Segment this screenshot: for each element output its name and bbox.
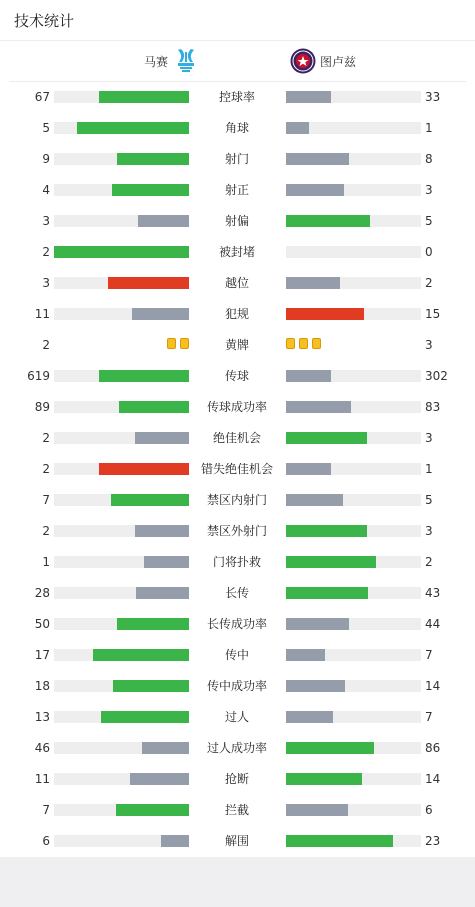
home-stat-bar [119, 401, 189, 413]
away-stat-value: 1 [425, 121, 433, 135]
away-stat-value: 83 [425, 400, 441, 414]
home-stat-bar [132, 308, 189, 320]
home-stat-bar-track [54, 525, 189, 537]
stat-row [0, 330, 475, 361]
yellow-card-icon [167, 338, 176, 349]
stat-row [0, 82, 475, 113]
stat-label: 被封堵 [218, 245, 255, 259]
away-stat-bar [286, 804, 348, 816]
home-stat-value: 4 [42, 183, 50, 197]
home-stat-bar-track [54, 587, 189, 599]
away-yellow-cards [286, 338, 321, 349]
home-stat-bar [112, 184, 189, 196]
stat-row [0, 609, 475, 640]
stat-label: 门将扑救 [212, 555, 261, 569]
away-stat-bar-track [286, 556, 421, 568]
home-stat-bar-track [54, 804, 189, 816]
home-stat-bar [117, 153, 189, 165]
away-stat-bar [286, 91, 331, 103]
home-stat-bar-track [54, 153, 189, 165]
home-stat-bar-track [54, 680, 189, 692]
away-stat-bar-track [286, 804, 421, 816]
yellow-card-icon [312, 338, 321, 349]
stat-label: 解围 [224, 834, 249, 848]
away-stat-bar-track [286, 463, 421, 475]
home-stat-bar [54, 246, 189, 258]
stat-label: 长传 [224, 586, 249, 600]
away-stat-bar [286, 184, 344, 196]
stat-row [0, 485, 475, 516]
teams-row [9, 41, 466, 82]
away-stat-value: 15 [425, 307, 441, 321]
home-stat-value: 3 [42, 276, 50, 290]
home-stat-bar-track [54, 463, 189, 475]
stat-row [0, 516, 475, 547]
home-stat-value: 7 [42, 803, 50, 817]
home-stat-bar [93, 649, 189, 661]
home-stat-bar [117, 618, 189, 630]
stat-label: 传球成功率 [206, 400, 267, 414]
home-stat-bar-track [54, 277, 189, 289]
stat-label: 越位 [224, 276, 249, 290]
home-stat-bar [101, 711, 189, 723]
stat-row [0, 795, 475, 826]
away-stat-bar [286, 494, 343, 506]
stat-label: 绝佳机会 [212, 431, 261, 445]
home-stat-bar [135, 525, 189, 537]
stat-label: 拦截 [224, 803, 249, 817]
stat-label: 射正 [224, 183, 249, 197]
away-stat-value: 33 [425, 90, 441, 104]
home-stat-value: 18 [34, 679, 50, 693]
home-stat-value: 13 [34, 710, 50, 724]
away-stat-bar [286, 215, 370, 227]
home-stat-bar [108, 277, 189, 289]
stat-label: 长传成功率 [206, 617, 267, 631]
home-stat-bar-track [54, 711, 189, 723]
home-stat-value: 11 [34, 307, 50, 321]
away-stat-bar-track [286, 525, 421, 537]
home-stat-bar [130, 773, 189, 785]
away-stat-bar-track [286, 680, 421, 692]
away-stat-value: 3 [425, 183, 433, 197]
stat-label: 黄牌 [224, 338, 249, 352]
home-stat-bar [113, 680, 189, 692]
panel-header [0, 0, 475, 41]
home-stat-bar [135, 432, 189, 444]
home-stat-bar-track [54, 308, 189, 320]
away-stat-bar [286, 432, 367, 444]
stat-row [0, 547, 475, 578]
away-stat-value: 3 [425, 338, 433, 352]
stat-row [0, 299, 475, 330]
away-stat-value: 5 [425, 493, 433, 507]
away-stat-value: 44 [425, 617, 441, 631]
home-stat-value: 67 [34, 90, 50, 104]
stat-row [0, 826, 475, 857]
yellow-card-icon [286, 338, 295, 349]
away-stat-bar [286, 711, 333, 723]
home-stat-value: 28 [34, 586, 50, 600]
stat-label: 过人成功率 [206, 741, 267, 755]
away-stat-bar [286, 835, 393, 847]
away-stat-value: 302 [425, 369, 448, 383]
away-stat-bar-track [286, 184, 421, 196]
home-stat-value: 17 [34, 648, 50, 662]
home-stat-bar [99, 91, 189, 103]
stat-row [0, 175, 475, 206]
home-stat-bar-track [54, 184, 189, 196]
away-stat-value: 43 [425, 586, 441, 600]
home-stat-value: 3 [42, 214, 50, 228]
away-stat-bar-track [286, 649, 421, 661]
home-stat-bar [161, 835, 189, 847]
stat-label: 射门 [224, 152, 249, 166]
yellow-card-icon [180, 338, 189, 349]
away-stat-bar-track [286, 215, 421, 227]
stat-label: 控球率 [218, 90, 255, 104]
away-stat-bar [286, 773, 362, 785]
home-stat-value: 5 [42, 121, 50, 135]
stat-row [0, 671, 475, 702]
stat-row [0, 361, 475, 392]
away-stat-bar [286, 618, 349, 630]
home-stat-bar-track [54, 835, 189, 847]
stat-label: 错失绝佳机会 [200, 462, 273, 476]
away-stat-value: 3 [425, 524, 433, 538]
stat-label: 传中 [224, 648, 249, 662]
away-stat-value: 7 [425, 710, 433, 724]
home-stat-bar [116, 804, 189, 816]
stat-row [0, 144, 475, 175]
stat-row [0, 423, 475, 454]
home-stat-bar [136, 587, 189, 599]
away-stat-bar [286, 742, 374, 754]
stat-row [0, 392, 475, 423]
home-stat-bar [99, 463, 189, 475]
home-stat-bar-track [54, 742, 189, 754]
home-stat-bar [142, 742, 189, 754]
away-stat-bar-track [286, 773, 421, 785]
away-stat-value: 2 [425, 276, 433, 290]
toulouse-logo-icon [290, 48, 316, 74]
away-stat-value: 7 [425, 648, 433, 662]
stat-label: 射偏 [224, 214, 249, 228]
home-stat-bar-track [54, 122, 189, 134]
away-stat-value: 6 [425, 803, 433, 817]
away-stat-bar-track [286, 587, 421, 599]
away-stat-bar-track [286, 277, 421, 289]
home-stat-value: 50 [34, 617, 50, 631]
home-stat-value: 2 [42, 524, 50, 538]
away-stat-value: 3 [425, 431, 433, 445]
stat-label: 过人 [224, 710, 249, 724]
home-stat-bar-track [54, 91, 189, 103]
home-stat-bar-track [54, 773, 189, 785]
away-team[interactable] [290, 41, 356, 81]
away-stat-bar-track [286, 401, 421, 413]
home-stat-bar-track [54, 401, 189, 413]
home-stat-bar [138, 215, 189, 227]
home-stat-bar-track [54, 649, 189, 661]
away-stat-value: 14 [425, 679, 441, 693]
away-stat-bar [286, 525, 367, 537]
away-stat-bar-track [286, 153, 421, 165]
home-stat-bar [77, 122, 189, 134]
away-stat-bar [286, 277, 340, 289]
stat-label: 禁区内射门 [206, 493, 267, 507]
marseille-logo-icon [174, 48, 198, 74]
away-stat-bar [286, 680, 345, 692]
home-stat-value: 2 [42, 245, 50, 259]
stat-row [0, 733, 475, 764]
away-stat-bar-track [286, 432, 421, 444]
home-stat-bar-track [54, 215, 189, 227]
away-stat-bar-track [286, 122, 421, 134]
away-stat-bar-track [286, 370, 421, 382]
stat-label: 角球 [224, 121, 249, 135]
away-stat-bar-track [286, 618, 421, 630]
stat-label: 传中成功率 [206, 679, 267, 693]
away-stat-value: 2 [425, 555, 433, 569]
away-stat-value: 0 [425, 245, 433, 259]
home-stat-bar [111, 494, 189, 506]
away-stat-bar [286, 649, 325, 661]
away-stat-value: 23 [425, 834, 441, 848]
home-stat-value: 2 [42, 338, 50, 352]
away-stat-value: 8 [425, 152, 433, 166]
home-stat-bar-track [54, 494, 189, 506]
home-stat-value: 46 [34, 741, 50, 755]
home-stat-value: 619 [27, 369, 50, 383]
away-stat-bar-track [286, 91, 421, 103]
home-stat-value: 2 [42, 431, 50, 445]
stat-row [0, 237, 475, 268]
stat-row [0, 764, 475, 795]
away-stat-bar-track [286, 742, 421, 754]
home-yellow-cards [167, 338, 189, 349]
stat-label: 传球 [224, 369, 249, 383]
home-stat-bar-track [54, 370, 189, 382]
stat-row [0, 640, 475, 671]
home-team[interactable] [144, 41, 198, 81]
away-stat-bar-track [286, 308, 421, 320]
away-stat-bar [286, 401, 351, 413]
away-stat-bar [286, 463, 331, 475]
away-stat-value: 86 [425, 741, 441, 755]
home-stat-value: 9 [42, 152, 50, 166]
away-stat-bar [286, 308, 364, 320]
away-stat-value: 1 [425, 462, 433, 476]
home-stat-bar-track [54, 246, 189, 258]
stats-list [0, 82, 475, 857]
away-stat-value: 14 [425, 772, 441, 786]
yellow-card-icon [299, 338, 308, 349]
away-team-name: 图卢兹 [320, 54, 357, 69]
away-stat-bar-track [286, 246, 421, 258]
home-stat-bar-track [54, 618, 189, 630]
away-stat-bar [286, 370, 331, 382]
home-stat-value: 11 [34, 772, 50, 786]
home-stat-bar [99, 370, 189, 382]
stat-row [0, 206, 475, 237]
home-stat-bar-track [54, 556, 189, 568]
stat-label: 抢断 [224, 772, 249, 786]
home-team-name: 马赛 [143, 54, 168, 69]
away-stat-bar [286, 556, 376, 568]
home-stat-value: 7 [42, 493, 50, 507]
stat-row [0, 113, 475, 144]
home-stat-value: 89 [34, 400, 50, 414]
home-stat-bar [144, 556, 189, 568]
away-stat-value: 5 [425, 214, 433, 228]
away-stat-bar [286, 587, 368, 599]
away-stat-bar-track [286, 711, 421, 723]
away-stat-bar [286, 153, 349, 165]
stat-row [0, 454, 475, 485]
away-stat-bar-track [286, 835, 421, 847]
stat-label: 禁区外射门 [206, 524, 267, 538]
away-stat-bar [286, 122, 309, 134]
page-title: 技术统计 [14, 11, 75, 30]
home-stat-value: 6 [42, 834, 50, 848]
stat-label: 犯规 [224, 307, 249, 321]
stat-row [0, 702, 475, 733]
away-stat-bar-track [286, 494, 421, 506]
stat-row [0, 578, 475, 609]
home-stat-value: 2 [42, 462, 50, 476]
stat-row [0, 268, 475, 299]
home-stat-bar-track [54, 432, 189, 444]
home-stat-value: 1 [42, 555, 50, 569]
